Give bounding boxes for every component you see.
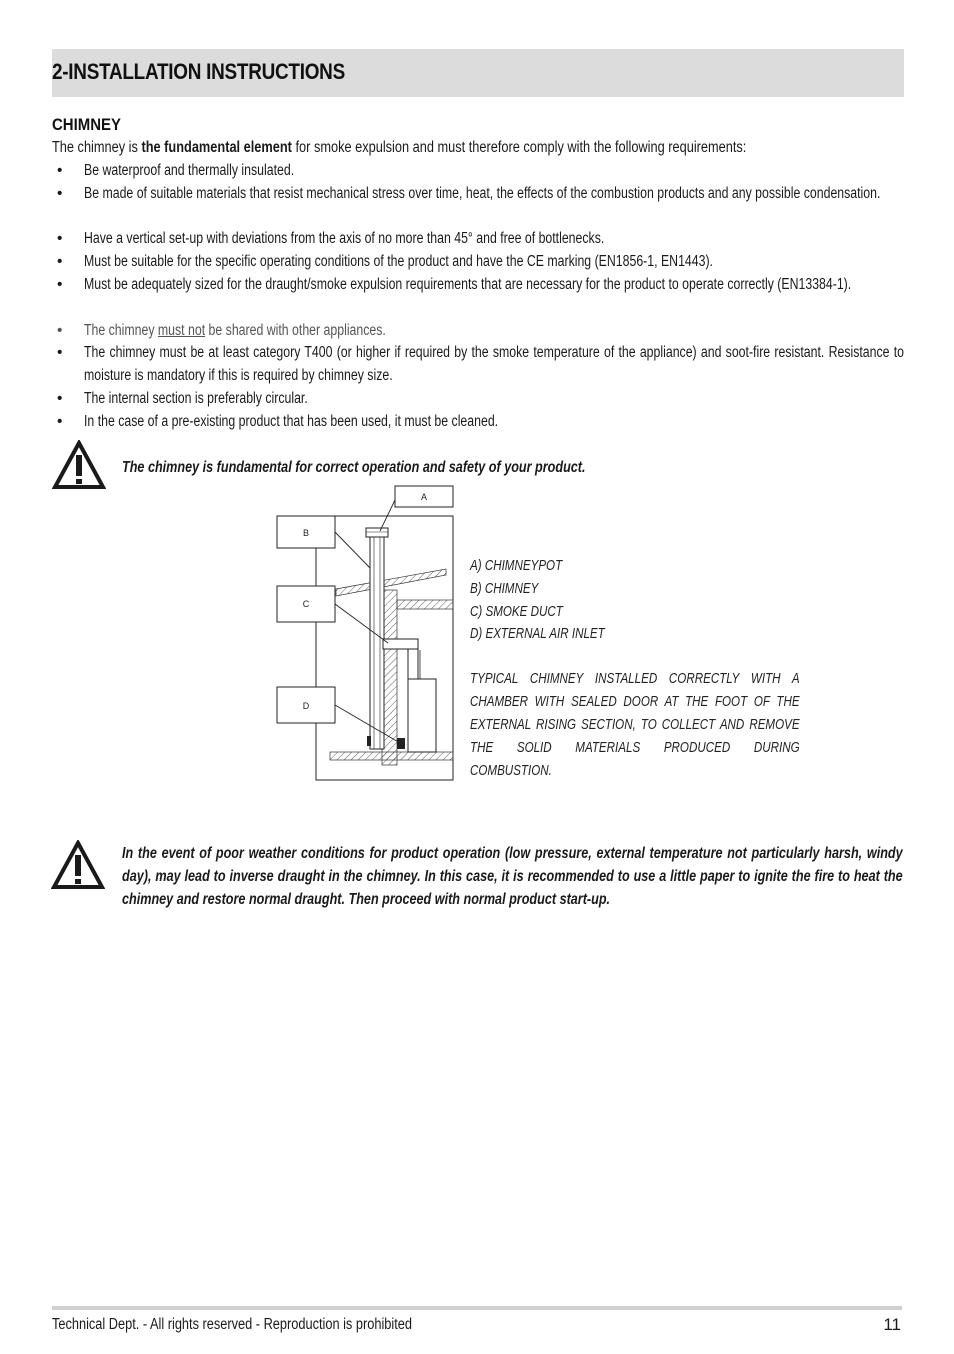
chimney-pot: [366, 528, 388, 537]
footer-divider: [52, 1306, 902, 1310]
page-title: 2-INSTALLATION INSTRUCTIONS: [52, 59, 345, 84]
list-item-text: Have a vertical set-up with deviations from the axis of no more than 45° and free of bottlenecks.: [84, 230, 605, 248]
bullet-icon: •: [57, 321, 63, 339]
air-inlet: [397, 738, 405, 749]
diagram-legend: [470, 555, 605, 646]
diagram-caption: TYPICAL CHIMNEY INSTALLED CORRECTLY WITH A CHAMBER WITH SEALED DOOR AT THE FOOT OF THE EXTERNAL RISING SECTION, TO COLLECT AND REMOVE THE SOLID MATERIALS PRODUCED DURING COMBUSTION.: [470, 671, 800, 779]
label-c: C: [302, 599, 310, 609]
list-item: [52, 228, 904, 251]
legend-item: D) EXTERNAL AIR INLET: [470, 626, 605, 643]
legend-item: B) CHIMNEY: [470, 580, 539, 597]
bullet-icon: •: [57, 412, 63, 430]
label-b: B: [302, 528, 310, 538]
label-d: D: [302, 701, 310, 711]
list-item: [52, 160, 904, 183]
warning-message: The chimney is fundamental for correct operation and safety of your product.: [122, 459, 586, 476]
intro-post: for smoke expulsion and must therefore comply with the following requirements:: [291, 139, 747, 156]
bullet-icon: •: [57, 389, 63, 407]
requirements-list: [52, 160, 904, 434]
list-item-text: Must be suitable for the specific operating conditions of the product and have the CE marking (EN1856-1, EN1443).: [84, 253, 713, 271]
stove: [408, 679, 436, 752]
list-item: [52, 342, 904, 388]
list-item-text: [84, 320, 904, 343]
chimney-heading: CHIMNEY: [52, 115, 121, 134]
legend-item: A) CHIMNEYPOT: [470, 558, 563, 574]
list-item-text: Be made of suitable materials that resist mechanical stress over time, heat, the effects of the combustion products and any possible condensation.: [84, 184, 881, 202]
list-item-text: Be waterproof and thermally insulated.: [84, 162, 295, 179]
list-item: [52, 274, 904, 320]
chimney-intro: [52, 137, 902, 160]
warning-icon: [51, 840, 105, 890]
bullet-icon: •: [57, 253, 63, 271]
list-item: [52, 320, 904, 343]
label-a: A: [420, 492, 428, 502]
list-item-text: In the case of a pre-existing product that has been used, it must be cleaned.: [84, 412, 499, 430]
intro-bold: the fundamental element: [141, 139, 292, 156]
shared-post: be shared with other appliances.: [205, 321, 386, 339]
weather-warning-message: In the event of poor weather conditions for product operation (low pressure, external temperature not particularly harsh, windy day), may lead to inverse draught in the chimney. In this case, it is recommended to use a little paper to ignite the fire to heat the chimney and restore normal draught. Then proceed with normal product start-up.: [122, 845, 903, 908]
intro-pre: The chimney is: [52, 139, 142, 156]
chimney-pipe: [370, 536, 384, 749]
list-item: [52, 388, 904, 411]
bullet-icon: •: [57, 344, 63, 362]
shared-underline: must not: [157, 321, 206, 339]
list-item: [52, 251, 904, 274]
footer-copyright: Technical Dept. - All rights reserved - Reproduction is prohibited: [52, 1316, 412, 1333]
list-item-text: The chimney must be at least category T400 (or higher if required by the smoke temperature of the appliance) and soot-fire resistant. Resistance to moisture is mandatory if this is required by chimney size.: [84, 344, 904, 385]
bullet-icon: •: [57, 184, 63, 202]
ceiling-slab: [397, 600, 453, 609]
smoke-duct: [383, 639, 418, 649]
shared-pre: The chimney: [84, 321, 158, 339]
page-number: 11: [883, 1315, 901, 1334]
list-item: [52, 411, 904, 434]
legend-item: C) SMOKE DUCT: [470, 603, 563, 620]
bullet-icon: •: [57, 275, 63, 293]
list-item: [52, 183, 904, 229]
chimney-diagram: [270, 480, 470, 785]
leader-b: [335, 532, 370, 568]
floor: [330, 752, 453, 760]
section-header-bar: [52, 49, 904, 97]
bullet-icon: •: [57, 230, 63, 248]
list-item-text: Must be adequately sized for the draught/smoke expulsion requirements that are necessary for the product to operate correctly (EN13384-1).: [84, 275, 852, 293]
list-item-text: The internal section is preferably circular.: [84, 389, 308, 407]
bullet-icon: •: [57, 162, 63, 179]
warning-icon: [52, 440, 106, 490]
